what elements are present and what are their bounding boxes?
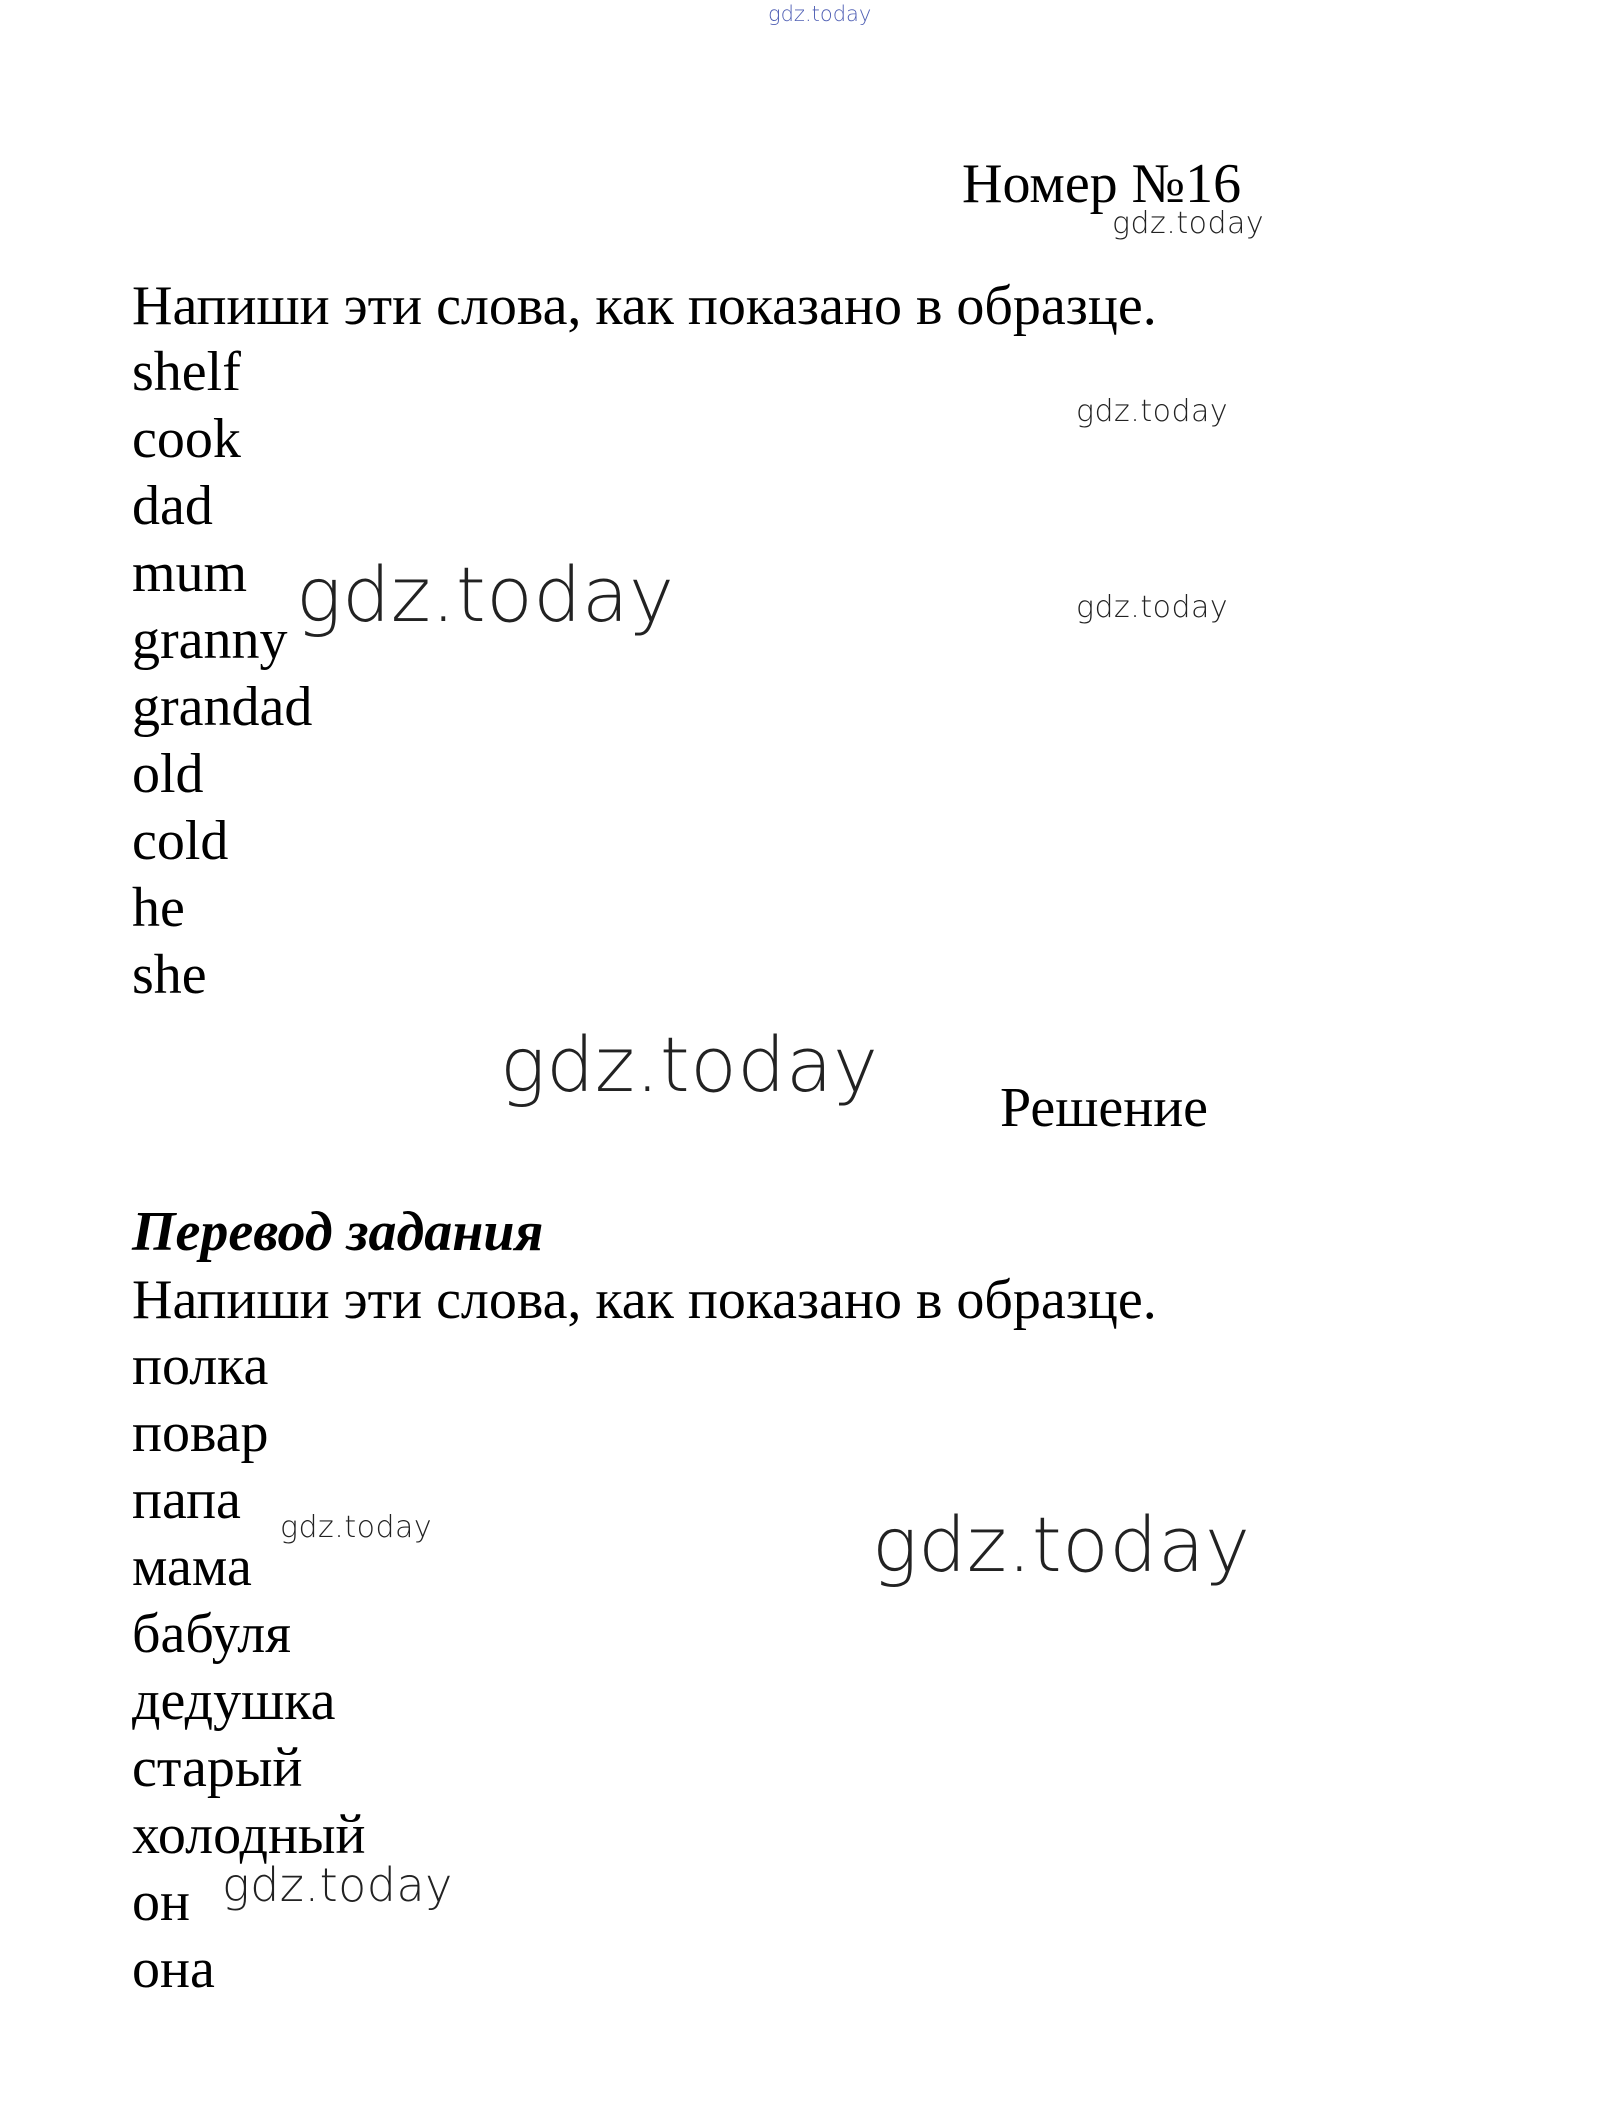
task-word: cold	[132, 810, 229, 872]
translation-word: папа	[132, 1469, 241, 1531]
task-word: he	[132, 877, 185, 939]
top-watermark: gdz.today	[768, 2, 872, 26]
watermark: gdz.today	[296, 550, 675, 639]
translation-word: старый	[132, 1737, 303, 1799]
translation-word: повар	[132, 1402, 269, 1464]
translation-word: он	[132, 1871, 190, 1933]
task-word: shelf	[132, 341, 241, 403]
task-word: cook	[132, 408, 241, 470]
watermark: gdz.today	[872, 1500, 1251, 1589]
translation-word: мама	[132, 1536, 252, 1598]
translation-heading: Перевод задания	[132, 1201, 544, 1263]
translation-word: бабуля	[132, 1603, 291, 1665]
watermark: gdz.today	[1076, 590, 1229, 625]
translation-word: она	[132, 1938, 215, 2000]
translation-instruction: Напиши эти слова, как показано в образце.	[132, 1269, 1157, 1331]
task-word: granny	[132, 609, 288, 671]
translation-word: полка	[132, 1335, 269, 1397]
watermark: gdz.today	[280, 1510, 433, 1545]
solution-label: Решение	[1000, 1077, 1209, 1139]
watermark: gdz.today	[500, 1020, 879, 1109]
task-instruction: Напиши эти слова, как показано в образце.	[132, 275, 1157, 337]
task-word: dad	[132, 475, 213, 537]
translation-word: дедушка	[132, 1670, 336, 1732]
translation-word: холодный	[132, 1804, 366, 1866]
task-word: mum	[132, 542, 248, 604]
watermark: gdz.today	[1112, 206, 1265, 241]
task-word: grandad	[132, 676, 313, 738]
page-title: Номер №16	[962, 153, 1242, 215]
task-word: she	[132, 944, 207, 1006]
task-word: old	[132, 743, 204, 805]
watermark: gdz.today	[222, 1858, 453, 1912]
watermark: gdz.today	[1076, 394, 1229, 429]
